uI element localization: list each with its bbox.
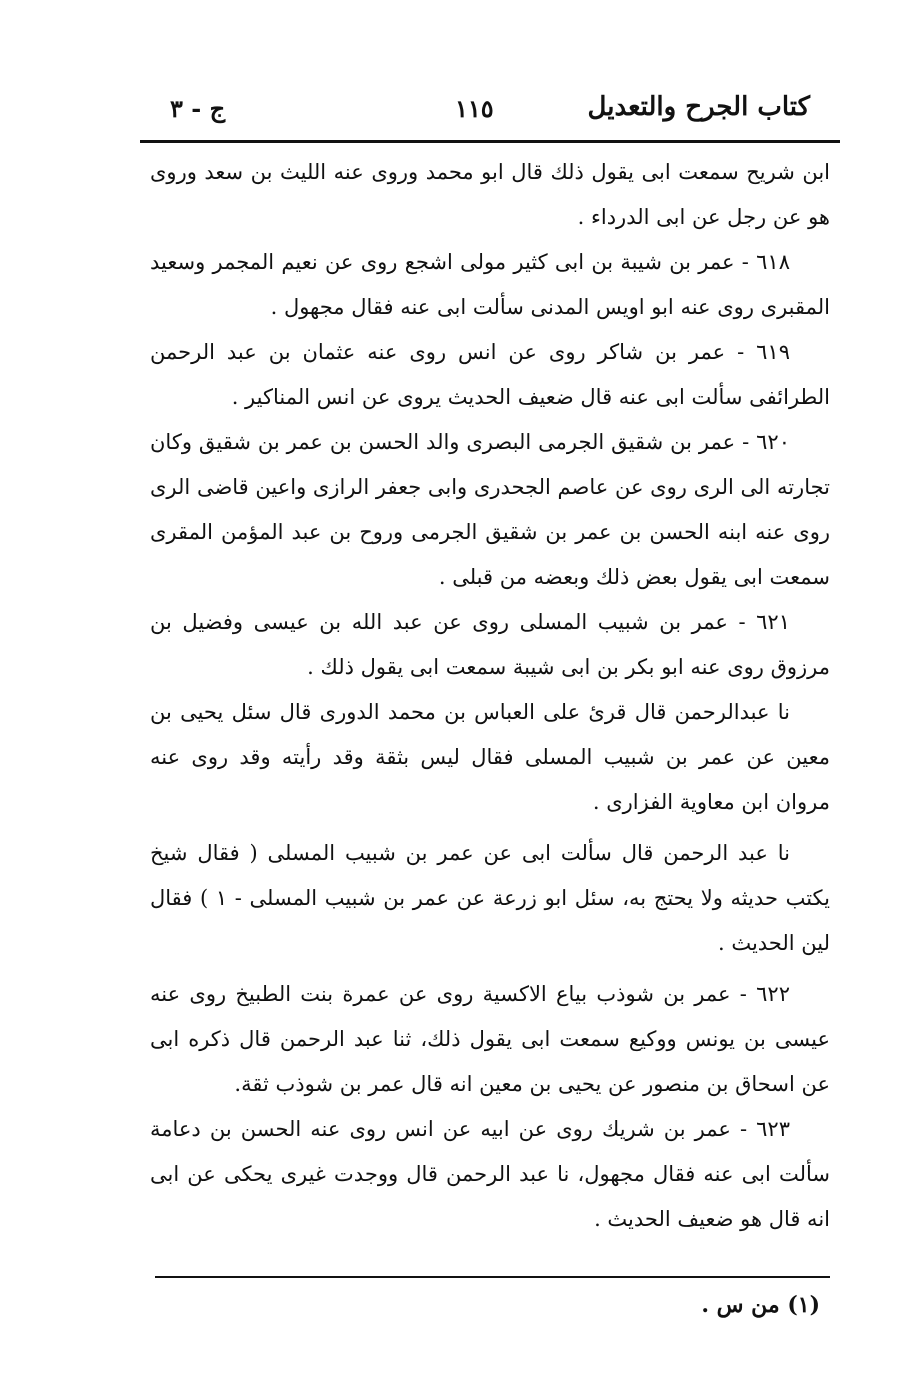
footnote: (١) من س . [701, 1292, 820, 1318]
entry-618: ٦١٨ - عمر بن شيبة بن ابى كثير مولى اشجع روى عن نعيم المجمر وسعيد المقبرى روى عنه ابو اويس المدنى سألت ابى عنه فقال مجهول . [150, 250, 830, 319]
main-text [150, 150, 830, 1242]
entry-621: ٦٢١ - عمر بن شبيب المسلى روى عن عبد الله بن عيسى وفضيل بن مرزوق روى عنه ابو بكر بن ابى شيبة سمعت ابى يقول ذلك . [150, 610, 830, 679]
entry-622: ٦٢٢ - عمر بن شوذب بياع الاكسية روى عن عمرة بنت الطبيخ روى عنه عيسى بن يونس ووكيع سمعت ابى يقول ذلك، ثنا عبد الرحمن قال ذكره ابى عن اسحاق بن منصور عن يحيى بن معين انه قال عمر بن شوذب ثقة. [150, 982, 830, 1096]
book-title: كتاب الجرح والتعديل [587, 92, 810, 122]
entry-621-note-2: نا عبد الرحمن قال سألت ابى عن عمر بن شبيب المسلى ( فقال شيخ يكتب حديثه ولا يحتج به، سئل ابو زرعة عن عمر بن شبيب المسلى - ١ ) فقال لين الحديث . [150, 841, 830, 955]
entry-620: ٦٢٠ - عمر بن شقيق الجرمى البصرى والد الحسن بن عمر بن شقيق وكان تجارته الى الرى روى عن عاصم الجحدرى وابى جعفر الرازى واعين قاضى الرى روى عنه ابنه الحسن بن عمر بن شقيق الجرمى وروح بن عبد المؤمن المقرى سمعت ابى يقول بعض ذلك وبعضه من قبلى . [150, 430, 830, 589]
footnote-rule [155, 1276, 830, 1278]
header-rule [140, 140, 840, 143]
page-number: ١١٥ [455, 94, 494, 123]
entry-619: ٦١٩ - عمر بن شاكر روى عن انس روى عنه عثمان بن عبد الرحمن الطرائفى سألت ابى عنه قال ضعيف الحديث يروى عن انس المناكير . [150, 340, 830, 409]
page-header [150, 92, 840, 136]
paragraph-continuation: ابن شريح سمعت ابى يقول ذلك قال ابو محمد وروى عنه الليث بن سعد وروى هو عن رجل عن ابى الدرداء . [150, 160, 830, 229]
entry-623: ٦٢٣ - عمر بن شريك روى عن ابيه عن انس روى عنه الحسن بن دعامة سألت ابى عنه فقال مجهول، نا عبد الرحمن قال ووجدت غيرى يحكى عن ابى انه قال هو ضعيف الحديث . [150, 1117, 830, 1231]
volume-number: ج - ٣ [170, 94, 226, 123]
entry-621-note-1: نا عبدالرحمن قال قرئ على العباس بن محمد الدورى قال سئل يحيى بن معين عن عمر بن شبيب المسلى فقال ليس بثقة وقد رأيته وقد روى عنه مروان ابن معاوية الفزارى . [150, 700, 830, 814]
